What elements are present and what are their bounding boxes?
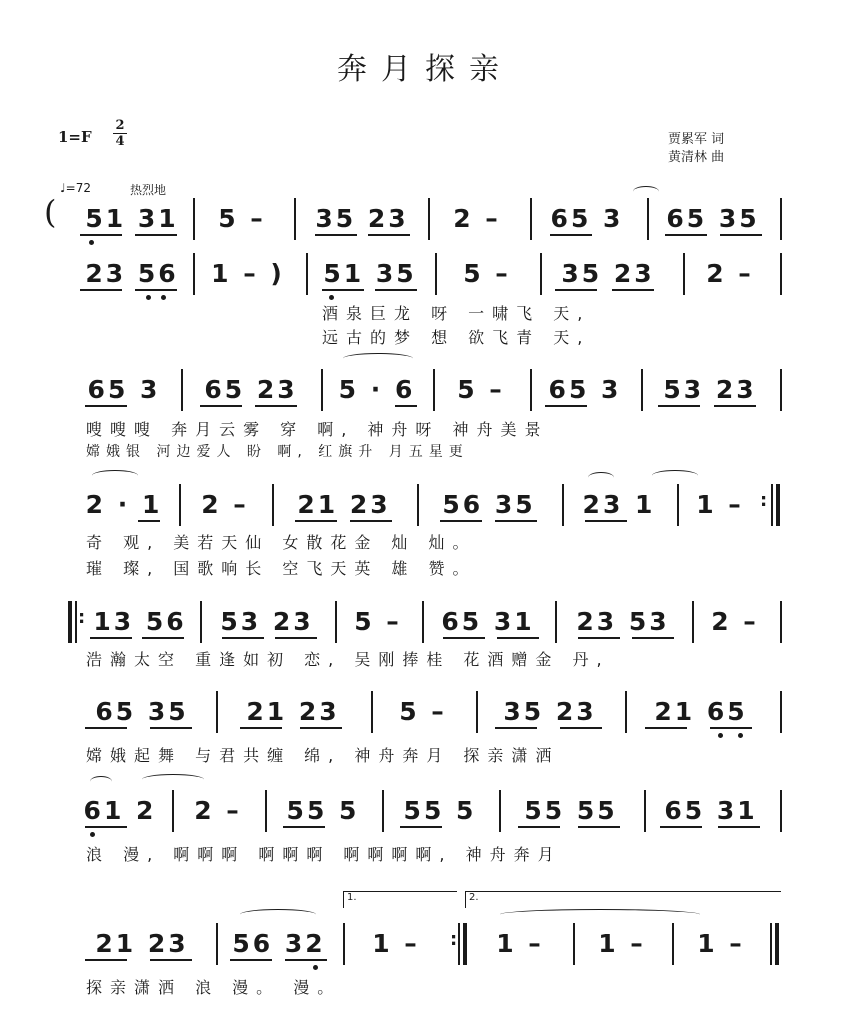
measure: 51 35 <box>323 258 417 288</box>
measure: 1 – <box>697 928 745 958</box>
measure: 5 – <box>354 606 402 636</box>
measure: 13 56 <box>93 606 187 636</box>
measure: 65 3 <box>87 374 161 404</box>
measure: 21 23 <box>246 696 340 726</box>
measure: 65 3 <box>550 203 624 233</box>
lyric-verse-2: 璀 璨, 国歌响长 空飞天英 雄 赞。 <box>86 559 477 578</box>
expression-mark: 热烈地 <box>130 183 167 197</box>
time-signature <box>113 118 127 149</box>
measure: 53 23 <box>220 606 314 636</box>
score-row: 1. 2. 21 23 56 32 1 – : 1 – 1 – 1 – 探亲潇洒 浪 漫。 漫。 <box>0 921 850 1033</box>
measure: 56 32 <box>232 928 326 958</box>
measure: 61 2 <box>83 795 157 825</box>
measure: 2 – <box>453 203 501 233</box>
measure: 55 5 <box>403 795 477 825</box>
measure: 21 65 <box>654 696 748 726</box>
lyric-verse-1: 浪 漫, 啊啊啊 啊啊啊 啊啊啊啊, 神舟奔月 <box>86 845 562 864</box>
measure: 65 31 <box>441 606 535 636</box>
measure: 2 – <box>711 606 759 636</box>
score-row <box>0 251 850 381</box>
measure: 35 23 <box>561 258 655 288</box>
measure: 65 35 <box>666 203 760 233</box>
score-row: : 13 56 53 23 5 – 65 31 23 53 2 – 浩瀚太空 重逢如初 恋, 吴刚捧桂 花酒赠金 丹, <box>0 599 850 729</box>
measure: 5 – <box>463 258 511 288</box>
measure: 2 – <box>201 489 249 519</box>
measure: 1 – ) <box>211 258 285 288</box>
measure: 35 23 <box>315 203 409 233</box>
time-sig-bottom: 4 <box>113 133 127 149</box>
measure: 21 23 <box>297 489 391 519</box>
measure: 21 23 <box>95 928 189 958</box>
tempo-mark: ♩=72 <box>60 181 91 195</box>
lyric-verse-1: 嫦娥起舞 与君共缠 绵, 神舟奔月 探亲潇洒 <box>86 746 560 765</box>
measure: 5 – <box>399 696 447 726</box>
measure: 5 – <box>457 374 505 404</box>
lyric-verse-1: 浩瀚太空 重逢如初 恋, 吴刚捧桂 花酒赠金 丹, <box>86 650 610 669</box>
measure: 1 – <box>372 928 420 958</box>
second-ending-bracket: 2. <box>465 891 781 908</box>
measure: 65 23 <box>204 374 298 404</box>
measure: 65 31 <box>664 795 758 825</box>
measure: 5 · 6 <box>338 374 416 404</box>
measure: 23 56 <box>85 258 179 288</box>
measure: 5 – <box>218 203 266 233</box>
lyric-verse-2: 远古的梦 想 欲飞青 天, <box>322 328 591 347</box>
measure: 35 23 <box>503 696 597 726</box>
lyricist-credit: 贾累军 词 <box>668 132 725 147</box>
measure: 65 3 <box>548 374 622 404</box>
composer-credit: 黄清林 曲 <box>668 150 725 165</box>
measure: 1 – <box>598 928 646 958</box>
measure: 56 35 <box>442 489 536 519</box>
first-ending-bracket: 1. <box>343 891 457 908</box>
lyric-verse-1: 奇 观, 美若天仙 女散花金 灿 灿。 <box>86 533 477 552</box>
measure: 55 5 <box>286 795 360 825</box>
measure: 65 35 <box>95 696 189 726</box>
lyric-verse-1: 嗖嗖嗖 奔月云雾 穿 啊, 神舟呀 神舟美景 <box>86 420 549 439</box>
lyric-verse-2: 嫦娥银 河边爱人 盼 啊, 红旗升 月五星更 <box>86 444 469 460</box>
measure: 23 53 <box>576 606 670 636</box>
time-sig-top: 2 <box>115 118 125 133</box>
score-row: 2 · 1 2 – 21 23 56 35 23 1 1 – : 奇 观, 美若天仙 女散花金 灿 灿。 璀 璨, 国歌响长 空飞天英 雄 赞。 <box>0 482 850 612</box>
measure: 55 55 <box>524 795 618 825</box>
song-title: 奔月探亲 <box>337 52 513 87</box>
intro-open-paren: ( <box>44 193 57 231</box>
lyric-verse-1: 酒泉巨龙 呀 一啸飞 天, <box>322 304 591 323</box>
measure: 23 1 <box>582 489 656 519</box>
measure: 53 23 <box>663 374 757 404</box>
measure: 1 – <box>496 928 544 958</box>
lyric-verse-1: 探亲潇洒 浪 漫。 漫。 <box>86 978 342 997</box>
measure: 2 · 1 <box>85 489 163 519</box>
key-signature: 1=F <box>58 128 92 146</box>
measure: 51 31 <box>85 203 179 233</box>
measure: 2 – <box>194 795 242 825</box>
measure: 2 – <box>706 258 754 288</box>
measure: 1 – <box>696 489 744 519</box>
